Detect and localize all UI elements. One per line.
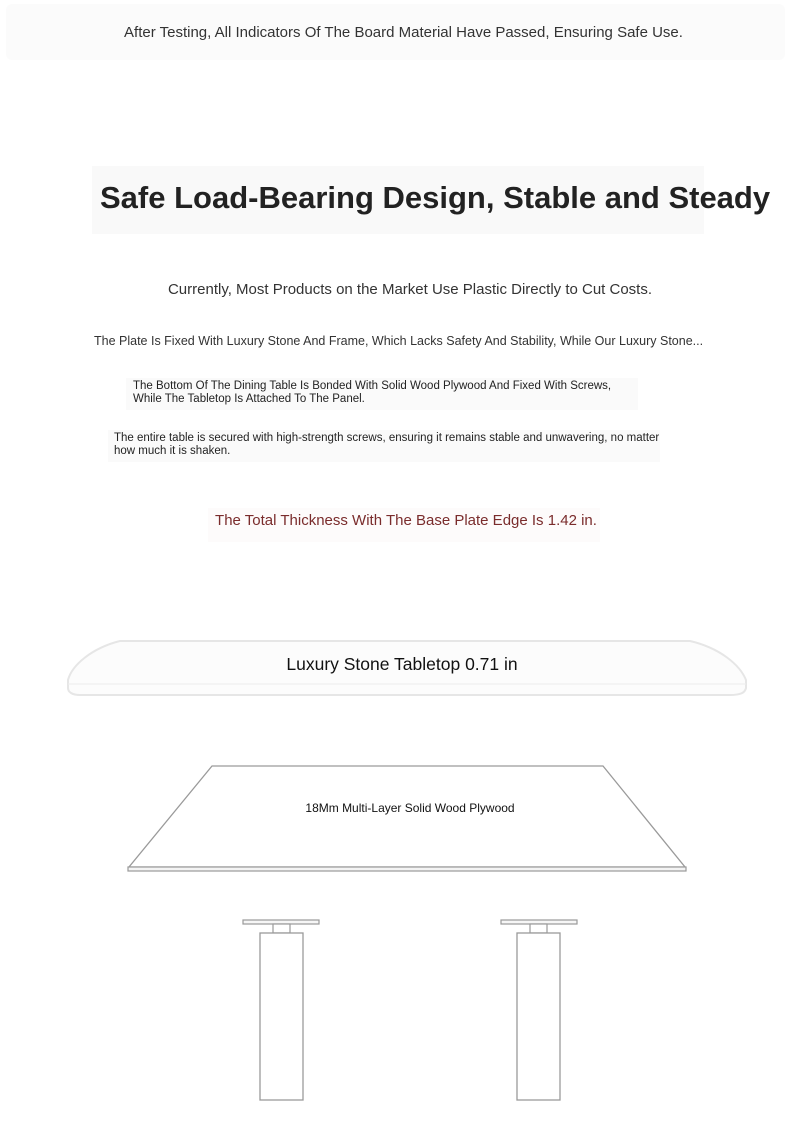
description-line-2: The Plate Is Fixed With Luxury Stone And Frame, Which Lacks Safety And Stability, While Our Luxury Stone... — [94, 334, 704, 348]
plywood-board — [128, 766, 686, 871]
left-leg — [243, 920, 319, 1100]
description-line-4: The entire table is secured with high-strength screws, ensuring it remains stable and unwavering, no matter how much it is shaken. — [114, 432, 660, 457]
top-banner-text: After Testing, All Indicators Of The Board Material Have Passed, Ensuring Safe Use. — [124, 24, 683, 41]
plywood-label: 18Mm Multi-Layer Solid Wood Plywood — [305, 801, 515, 815]
thickness-note: The Total Thickness With The Base Plate Edge Is 1.42 in. — [215, 512, 597, 529]
description-line-3: The Bottom Of The Dining Table Is Bonded With Solid Wood Plywood And Fixed With Screws, While The Tabletop Is Attached To The Panel. — [133, 380, 612, 405]
description-line-1: Currently, Most Products on the Market Use Plastic Directly to Cut Costs. — [167, 281, 653, 298]
section-heading: Safe Load-Bearing Design, Stable and Steady — [100, 180, 771, 215]
right-leg — [501, 920, 577, 1100]
tabletop-label: Luxury Stone Tabletop 0.71 in — [286, 654, 518, 674]
